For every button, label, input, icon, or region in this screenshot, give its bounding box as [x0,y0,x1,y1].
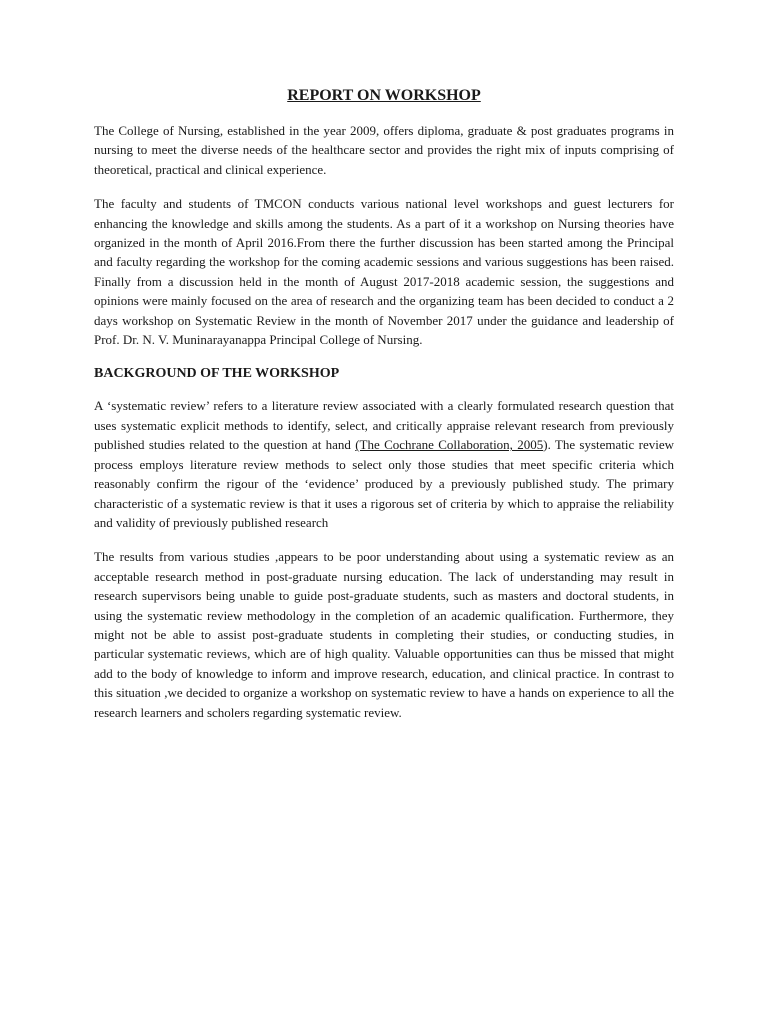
intro-paragraph: The College of Nursing, established in the year 2009, offers diploma, graduate & post graduates programs in nursing to meet the diverse needs of the healthcare sector and provides the right mix of inputs comprising of theoretical, practical and clinical experience. [94,123,674,177]
citation-link[interactable]: (The Cochrane Collaboration, 2005 [355,437,544,453]
faculty-paragraph: The faculty and students of TMCON conducts various national level workshops and guest lecturers for enhancing the knowledge and skills among the students. As a part of it a workshop on Nursing theories have organized in the month of April 2016.From there the further discussion has been started among the Principal and faculty regarding the workshop for the coming academic sessions and various suggestions has been raised. Finally from a discussion held in the month of August 2017-2018 academic session, the suggestions and opinions were mainly focused on the area of research and the organizing team has been decided to conduct a 2 days workshop on Systematic Review in the month of November 2017 under the guidance and leadership of Prof. Dr. N. V. Muninarayanappa Principal College of Nursing. [94,196,674,348]
paragraph-text-end: ). The systematic review process employs literature review methods to select only those studies that meet specific criteria which reasonably confirm the rigour of the ‘evidence’ produced by a previously published study. The primary characteristic of a systematic review is that it uses a rigorous set of criteria by which to appraise the reliability and validity of previously published research [94,437,674,530]
results-paragraph: The results from various studies ,appears to be poor understanding about using a systematic review as an acceptable research method in post-graduate nursing education. The lack of understanding may result in research supervisors being unable to guide post-graduate students, such as masters and doctoral students, in using the systematic review methodology in the completion of an academic qualification. Furthermore, they might not be able to assist post-graduate students in completing their studies, or conducting studies, in particular systematic reviews, which are of high quality. Valuable opportunities can thus be missed that might add to the body of knowledge to inform and improve research, education, and clinical practice. In contrast to this situation ,we decided to organize a workshop on systematic review to have a hands on experience to all the research learners and scholers regarding systematic review. [94,549,674,720]
systematic-review-paragraph [94,396,674,532]
paragraph-text-start: A ‘systematic review’ refers to a literature review associated with a clearly formulated research question that uses systematic explicit methods to identify, select, and critically appraise relevant research from previously published studies related to the question at hand [94,398,674,453]
section-heading-background: BACKGROUND OF THE WORKSHOP [94,366,340,382]
page-title: REPORT ON WORKSHOP [287,87,481,104]
